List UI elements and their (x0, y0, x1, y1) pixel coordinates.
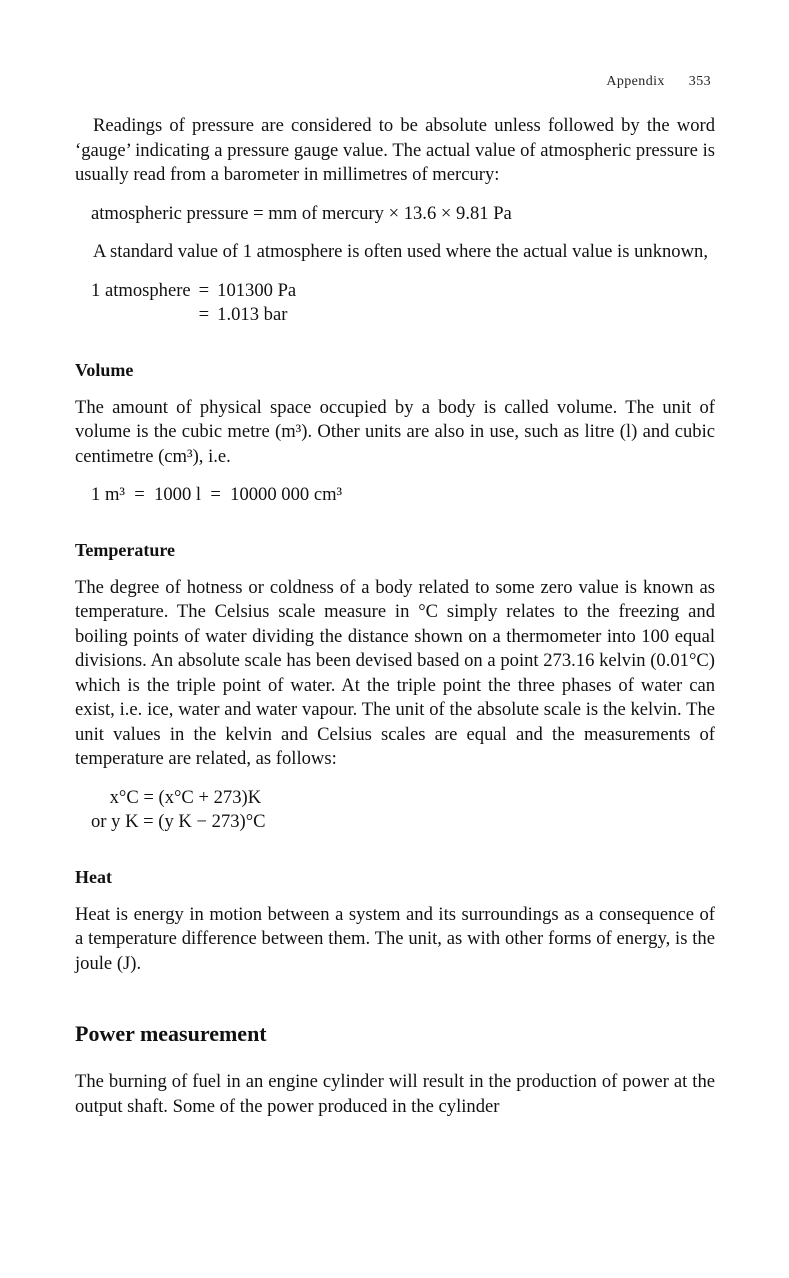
equals-sign: = (198, 304, 210, 325)
paragraph-volume: The amount of physical space occupied by a body is called volume. The unit of volume is the cubic metre (m³). Other units are also in use, such as litre (l) and cubic centimetre (cm³), i.e. (75, 396, 715, 467)
running-head (606, 74, 711, 90)
paragraph-standard-atmosphere: A standard value of 1 atmosphere is often used where the actual value is unknown, (93, 241, 708, 262)
atmosphere-label: 1 atmosphere (91, 279, 191, 301)
paragraph-pressure-intro: Readings of pressure are considered to be absolute unless followed by the word ‘gauge’ indicating a pressure gauge value. The actual value of atmospheric pressure is usually read from a barometer in millimetres of mercury: (75, 115, 715, 185)
section-heading-power-measurement: Power measurement (75, 1021, 267, 1046)
atmosphere-bar-value: 1.013 bar (217, 304, 288, 325)
section-heading-volume: Volume (75, 359, 134, 380)
equals-sign: = (198, 279, 210, 301)
equation-celsius-to-kelvin: x°C = (x°C + 273)K (91, 786, 262, 808)
equation-volume: 1 m³ = 1000 l = 10000 000 cm³ (91, 484, 343, 505)
paragraph-power-measurement: The burning of fuel in an engine cylinder will result in the production of power at the output shaft. Some of the power produced in the cylinder (75, 1071, 715, 1117)
paragraph-heat: Heat is energy in motion between a system and its surroundings as a consequence of a temperature difference between them. The unit, as with other forms of energy, is the joule (J). (75, 903, 715, 974)
equation-kelvin-to-celsius: or y K = (y K − 273)°C (91, 811, 266, 832)
page-number: 353 (688, 74, 711, 89)
atmosphere-pa-value: 101300 Pa (217, 279, 297, 301)
page-body (75, 114, 715, 1119)
running-head-title: Appendix (606, 74, 665, 89)
equation-atmosphere-values (75, 279, 296, 328)
equation-atmospheric-pressure: atmospheric pressure = mm of mercury × 13.6 × 9.81 Pa (91, 202, 512, 224)
section-heading-heat: Heat (75, 866, 112, 887)
paragraph-temperature: The degree of hotness or coldness of a body related to some zero value is known as temperature. The Celsius scale measure in °C simply relates to the freezing and boiling points of water dividing the distance shown on a thermometer into 100 equal divisions. An absolute scale has been devised based on a point 273.16 kelvin (0.01°C) which is the triple point of water. At the triple point the three phases of water can exist, i.e. ice, water and water vapour. The unit of the absolute scale is the kelvin. The unit values in the kelvin and Celsius scales are equal and the measurements of temperature are related, as follows: (75, 576, 715, 769)
section-heading-temperature: Temperature (75, 539, 175, 560)
